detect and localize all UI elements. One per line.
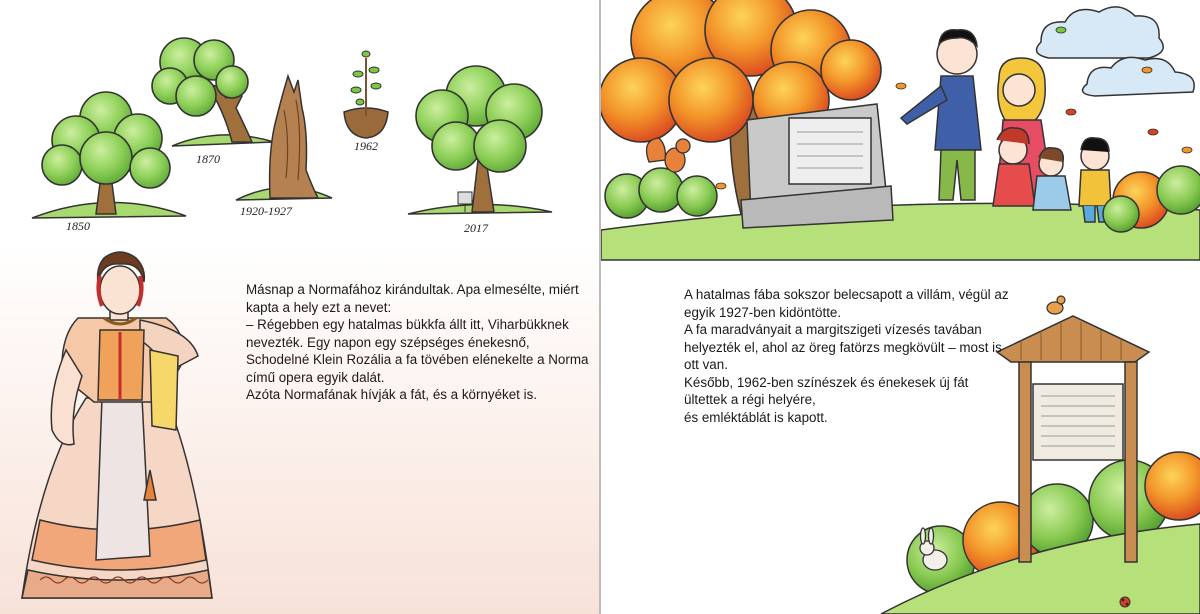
- bird-icon: [1047, 296, 1065, 314]
- tree-1850-icon: [32, 92, 186, 218]
- tree-2017-icon: [408, 66, 552, 214]
- father-icon: [901, 30, 981, 200]
- memorial-stone-icon: [741, 104, 893, 228]
- year-label-1962: 1962: [354, 139, 378, 153]
- left-story-text: Másnap a Normafához kirándultak. Apa elmesélte, miért kapta a hely ezt a nevet: – Régebben egy hatalmas bükkfa állt itt, Viharbükknek nevezték. Egy napon egy szépséges énekesnő, Schodelné Klein Rozália a fa tövében elénekelte a Norma című opera egyik dalát. Azóta Normafának hívják a fát, és a környéket is.: [246, 282, 589, 402]
- year-label-1850: 1850: [66, 219, 90, 233]
- ladybug-icon: [1120, 597, 1130, 607]
- year-label-1870: 1870: [196, 152, 220, 166]
- right-story-text: A hatalmas fába sokszor belecsapott a villám, végül az egyik 1927-ben kidöntötte. A fa maradványait a margitszigeti vízesés tavában helyezték el, ahol az öreg fatörzs megkövült – most is ott van. Később, 1962-ben színészek és énekesek új fát ültettek a régi helyére, és emléktáblát is kapott.: [684, 287, 1009, 425]
- woman-costume-icon: [22, 252, 212, 598]
- squirrel-icon: [647, 138, 690, 172]
- left-page: [0, 0, 599, 614]
- year-label-2017: 2017: [464, 221, 488, 235]
- right-page: [601, 0, 1200, 614]
- cloud-icon: [1037, 7, 1195, 96]
- tree-1870-icon: [152, 38, 274, 146]
- year-label-1920-1927: 1920-1927: [240, 204, 292, 218]
- sapling-1962-icon: [344, 51, 388, 138]
- bush-left-icon: [605, 168, 717, 218]
